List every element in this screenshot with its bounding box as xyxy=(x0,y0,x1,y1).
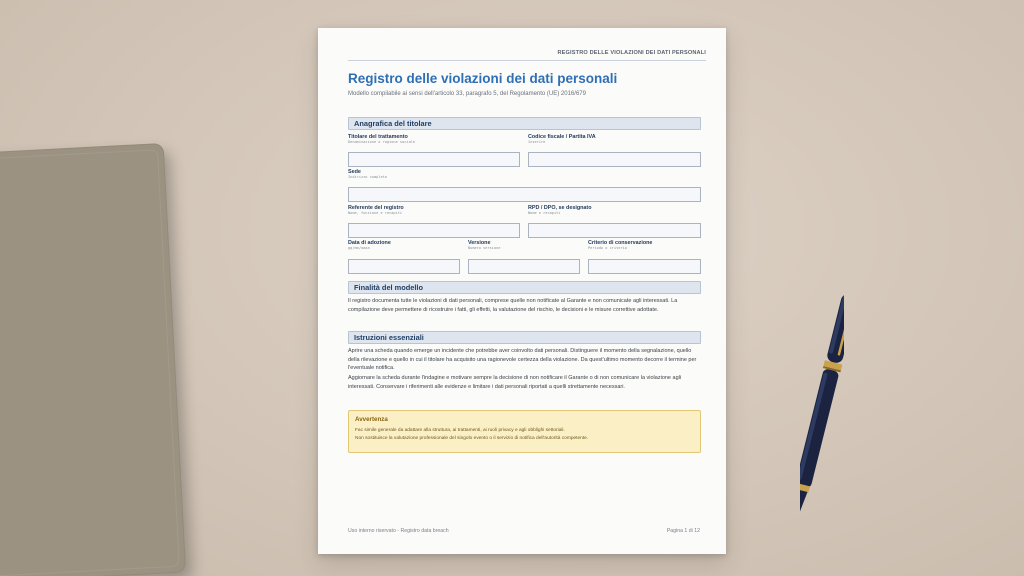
field-hint: Denominazione o ragione sociale xyxy=(348,140,416,144)
field-referente xyxy=(348,205,520,239)
warning-title: Avvertenza xyxy=(355,416,388,423)
field-rpd xyxy=(528,205,701,239)
field-label: Sede xyxy=(348,169,361,175)
referente-input[interactable] xyxy=(348,223,520,238)
document-title: Registro delle violazioni dei dati personali xyxy=(348,71,618,86)
page-number: Pagina 1 di 12 xyxy=(666,528,700,534)
section-istruzioni-heading: Istruzioni essenziali xyxy=(348,331,701,344)
rpd-input[interactable] xyxy=(528,223,701,238)
codice-fiscale-input[interactable] xyxy=(528,152,701,167)
field-label: Versione xyxy=(468,240,491,246)
field-hint: Inserire xyxy=(528,140,546,144)
versione-input[interactable] xyxy=(468,259,580,274)
warning-box xyxy=(348,410,701,453)
field-hint: Nome e recapiti xyxy=(528,211,561,215)
istruzioni-paragraph-2: Aggiornare la scheda durante l'indagine e motivare sempre la decisione di non notificare il Garante o di non comunicare la violazione agli interessati. Conservare i riferimenti alle evidenze e limitare i dati personali riportati a quelli strettamente necessari. xyxy=(348,375,682,390)
document-page xyxy=(318,28,726,554)
criterio-input[interactable] xyxy=(588,259,701,274)
section-anagrafica-heading: Anagrafica del titolare xyxy=(348,117,701,130)
fountain-pen-icon xyxy=(800,287,844,532)
field-hint: Periodo o criterio xyxy=(588,246,627,250)
istruzioni-paragraph-1: Aprire una scheda quando emerge un incidente che potrebbe aver coinvolto dati personali. Distinguere il momento della segnalazione, quello della rilevazione e quello in cui il titolare ha acquisito una ragionevole certezza della violazione. Da quest'ultimo momento decorre il termine per l'eventuale notifica. xyxy=(348,348,697,372)
field-hint: gg/mm/aaaa xyxy=(348,246,370,250)
field-sede xyxy=(348,169,701,204)
document-subtitle: Modello compilabile ai sensi dell'articolo 33, paragrafo 5, del Regolamento (UE) 2016/679 xyxy=(348,91,586,97)
field-label: Codice fiscale / Partita IVA xyxy=(528,134,596,140)
footer-left: Uso interno riservato - Registro data breach xyxy=(348,528,449,534)
notebook xyxy=(0,143,186,576)
running-head: REGISTRO DELLE VIOLAZIONI DEI DATI PERSONALI xyxy=(348,50,706,61)
field-titolare xyxy=(348,134,520,168)
finalita-text: Il registro documenta tutte le violazioni di dati personali, comprese quelle non notificate al Garante e non comunicate agli interessati. La compilazione deve permettere di ricostruire i fatti, gli effetti, la valutazione del rischio, le decisioni e le misure correttive adottate. xyxy=(348,298,678,313)
field-hint: Nome, funzione e recapiti xyxy=(348,211,403,215)
titolare-input[interactable] xyxy=(348,152,520,167)
section-finalita-heading: Finalità del modello xyxy=(348,281,701,294)
field-label: RPD / DPO, se designato xyxy=(528,205,592,211)
field-label: Referente del registro xyxy=(348,205,404,211)
field-hint: Indirizzo completo xyxy=(348,175,387,179)
data-adozione-input[interactable] xyxy=(348,259,460,274)
warning-line-2: Non sostituisce la valutazione professionale del singolo evento o il servizio di notifica dell'autorità competente. xyxy=(355,436,589,441)
field-criterio xyxy=(588,240,701,275)
warning-line-1: Fac simile generale da adattare alla struttura, ai trattamenti, ai ruoli privacy e agli obblighi settoriali. xyxy=(355,428,565,433)
field-hint: Numero versione xyxy=(468,246,501,250)
sede-input[interactable] xyxy=(348,187,701,202)
field-label: Titolare del trattamento xyxy=(348,134,408,140)
field-label: Criterio di conservazione xyxy=(588,240,653,246)
field-codice-fiscale xyxy=(528,134,701,168)
field-versione xyxy=(468,240,580,275)
field-data-adozione xyxy=(348,240,460,275)
field-label: Data di adozione xyxy=(348,240,391,246)
